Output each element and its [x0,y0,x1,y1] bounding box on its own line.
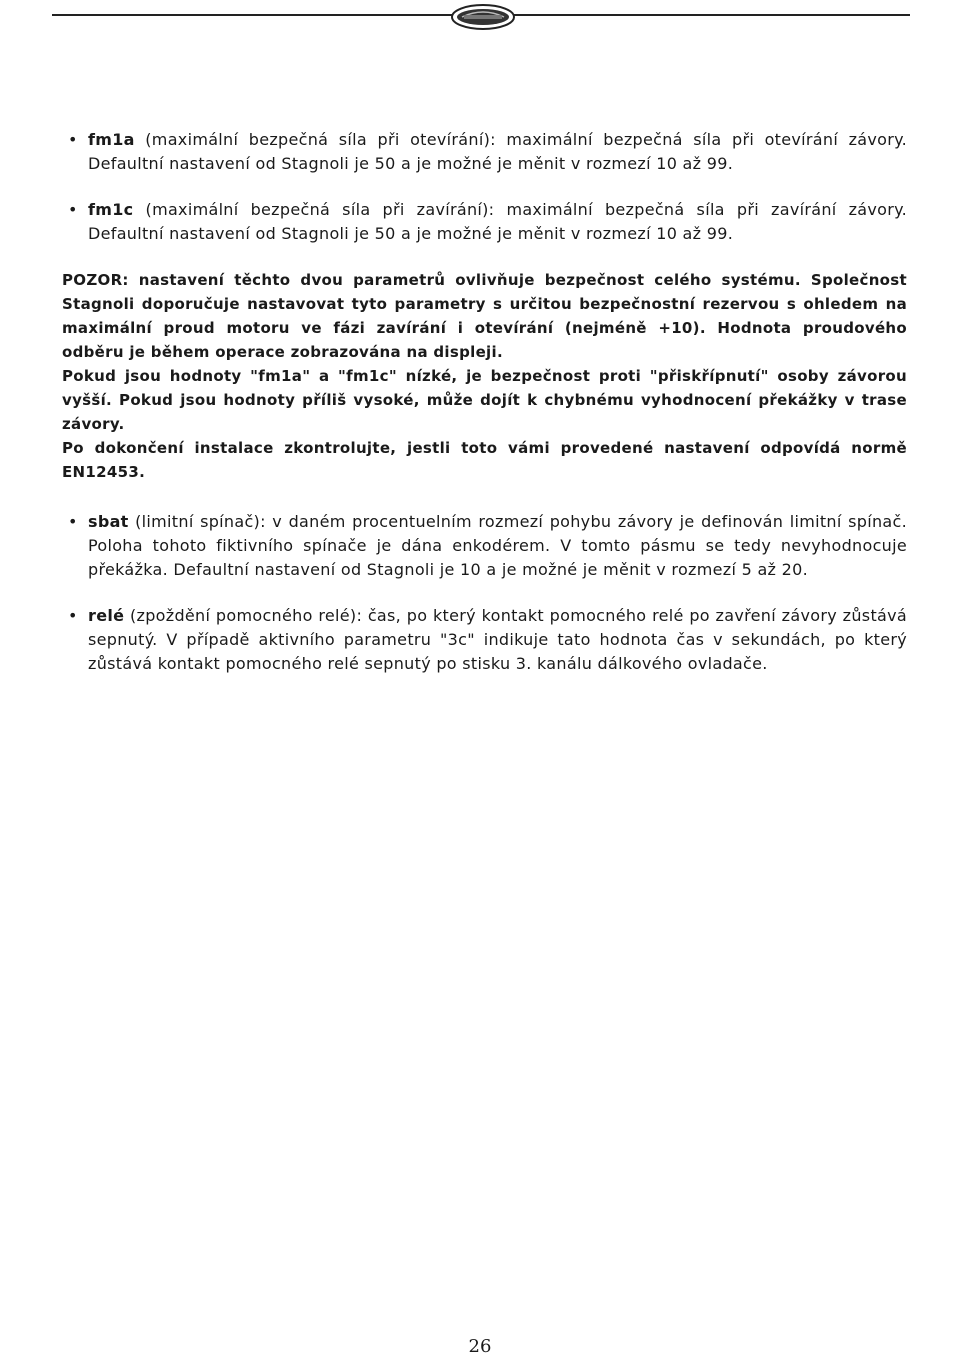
page-number: 26 [468,1336,492,1357]
term-fm1c: fm1c [88,200,134,219]
bullet-icon: • [68,512,78,531]
list-item-sbat [62,510,907,582]
stagnoli-logo [450,2,516,32]
list-item-fm1c [62,198,907,246]
bullet-icon: • [68,606,78,625]
warning-paragraph-3: Po dokončení instalace zkontrolujte, jestli toto vámi provedené nastavení odpovídá normě EN12453. [62,439,907,481]
definition-fm1c: (maximální bezpečná síla při zavírání): maximální bezpečná síla při zavírání závory. Defaultní nastavení od Stagnoli je 50 a je možné je měnit v rozmezí 10 až 99. [88,200,907,243]
term-fm1a: fm1a [88,130,135,149]
definition-fm1a: (maximální bezpečná síla při otevírání): maximální bezpečná síla při otevírání závory. Defaultní nastavení od Stagnoli je 50 a je možné je měnit v rozmezí 10 až 99. [88,130,907,173]
definition-rele: (zpoždění pomocného relé): čas, po který kontakt pomocného relé po zavření závory zůstává sepnutý. V případě aktivního parametru "3c" indikuje tato hodnota čas v sekundách, po který zůstává kontakt pomocného relé sepnutý po stisku 3. kanálu dálkového ovladače. [88,606,907,673]
warning-paragraph-2: Pokud jsou hodnoty "fm1a" a "fm1c" nízké, je bezpečnost proti "přiskřípnutí" osoby závorou vyšší. Pokud jsou hodnoty příliš vysoké, může dojít k chybnému vyhodnocení překážky v trase závory. [62,367,907,433]
bullet-icon: • [68,130,78,149]
term-rele: relé [88,606,125,625]
warning-block [62,268,907,484]
bullet-icon: • [68,200,78,219]
term-sbat: sbat [88,512,129,531]
list-item-fm1a [62,128,907,176]
list-item-rele [62,604,907,676]
warning-paragraph-1: POZOR: nastavení těchto dvou parametrů ovlivňuje bezpečnost celého systému. Společnost Stagnoli doporučuje nastavovat tyto parametry s určitou bezpečnostní rezervou s ohledem na maximální proud motoru ve fázi zavírání i otevírání (nejméně +10). Hodnota proudového odběru je během operace zobrazována na displeji. [62,271,907,361]
definition-sbat: (limitní spínač): v daném procentuelním rozmezí pohybu závory je definován limitní spínač. Poloha tohoto fiktivního spínače je dána enkodérem. V tomto pásmu se tedy nevyhodnocuje překážka. Defaultní nastavení od Stagnoli je 10 a je možné je měnit v rozmezí 5 až 20. [88,512,907,579]
document-body [62,128,907,698]
